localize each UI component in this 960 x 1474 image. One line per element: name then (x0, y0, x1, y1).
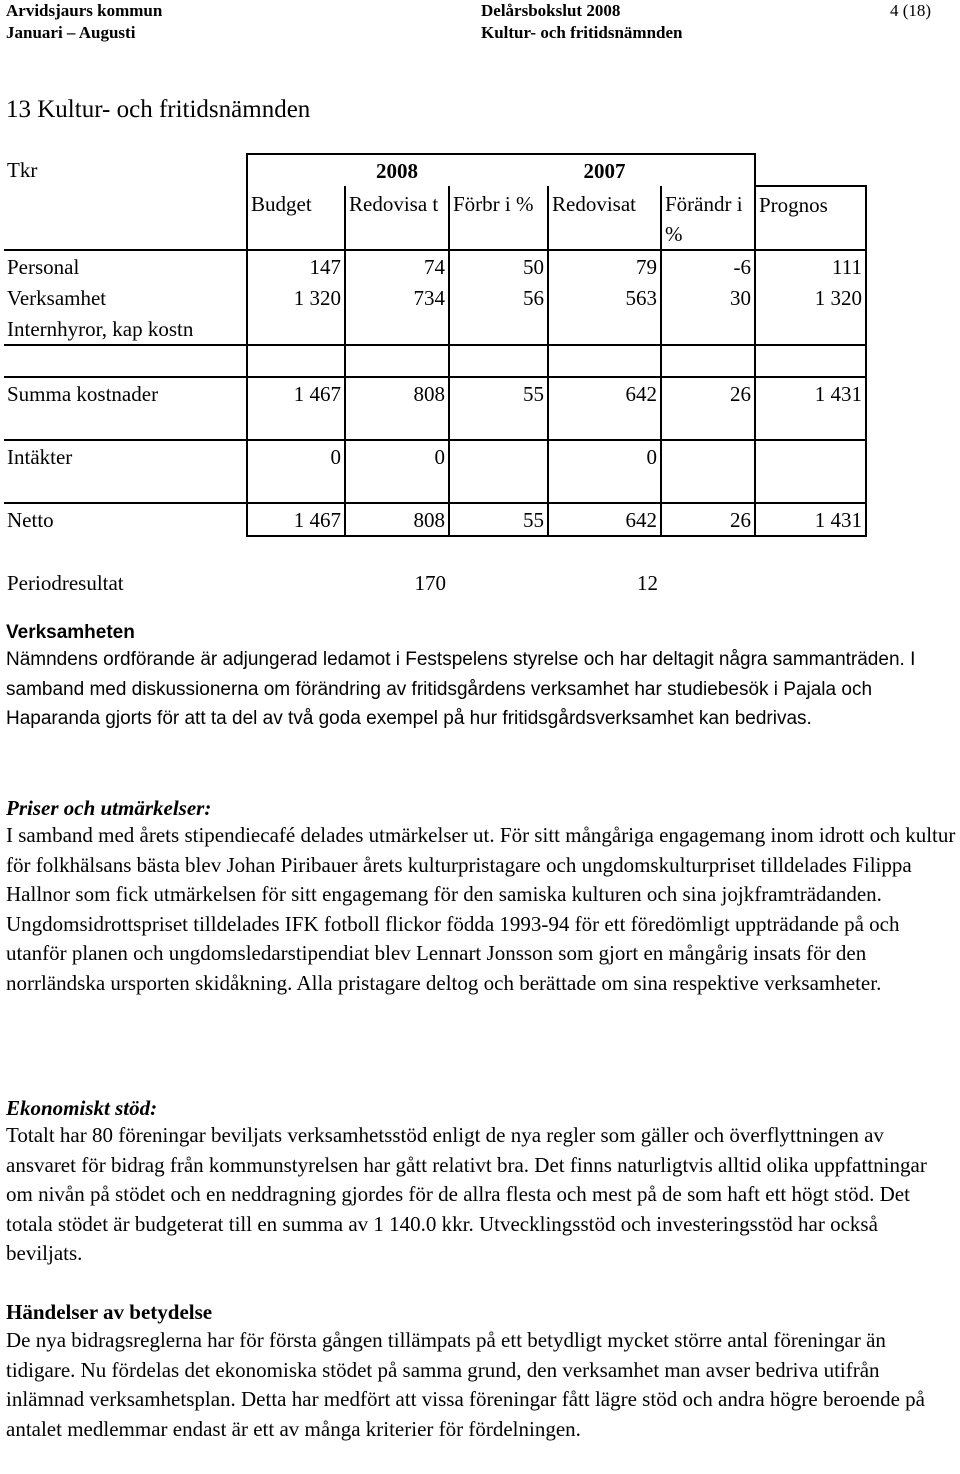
section-ekonomiskt-stod (6, 1095, 956, 1269)
table-row (4, 567, 866, 598)
header-org: Arvidsjaurs kommun (6, 1, 163, 20)
table-cell: 1 431 (755, 503, 866, 536)
table-cell: 30 (661, 282, 755, 313)
table-cell: 55 (449, 377, 548, 409)
table-cell: 79 (548, 250, 661, 282)
table-cell: 0 (548, 440, 661, 472)
row-label: Summa kostnader (7, 381, 159, 406)
section-heading: Priser och utmärkelser: (6, 796, 212, 820)
table-cell (449, 313, 548, 345)
header-page-number: 4 (18) (890, 1, 932, 20)
table-spacer-row (4, 345, 866, 377)
table-cell: 642 (548, 377, 661, 409)
table-cell: 147 (247, 250, 345, 282)
section-verksamheten (6, 621, 956, 734)
table-spacer-row (4, 472, 866, 503)
header-left (6, 0, 162, 44)
unit-label: Tkr (7, 158, 38, 182)
table-spacer-row (4, 409, 866, 440)
table-cell (449, 567, 548, 598)
header-center (481, 0, 683, 44)
column-header: Prognos (755, 186, 866, 250)
row-label: Personal (7, 254, 80, 279)
table-cell: 563 (548, 282, 661, 313)
column-header: Förändr i % (661, 186, 755, 250)
section-text: Nämndens ordförande är adjungerad ledamot i Festspelens styrelse och har deltagit några sammanträden. I samband med diskussionerna om förändring av fritidsgårdens verksamhet har studiebesök i Pajala och Haparanda gjorts för att ta del av två goda exempel på hur fritidsgårdsverksamhet kan bedrivas. (6, 649, 916, 729)
table-cell (247, 313, 345, 345)
section-text: De nya bidragsreglerna har för första gången tillämpats på ett betydligt mycket större antal föreningar än tidigare. Nu fördelas det ekonomiska stödet på samma grund, den verksamhet man avser bedriva utifrån inlämnad verksamhetsplan. Detta har medfört att vissa föreningar fått lägre stöd och andra högre beroende på antalet medlemmar endast är ett av många kriterier för fördelningen. (6, 1328, 925, 1441)
table-column-header-row (4, 186, 866, 250)
table-cell: 0 (247, 440, 345, 472)
row-label: Netto (7, 508, 54, 532)
table-cell (345, 313, 449, 345)
row-label: Verksamhet (7, 285, 107, 310)
table-cell: 808 (345, 503, 449, 536)
table-cell: 642 (548, 503, 661, 536)
table-cell (755, 313, 866, 345)
header-department: Kultur- och fritidsnämnden (481, 23, 683, 42)
column-header: Förbr i % (449, 186, 548, 250)
section-text: Totalt har 80 föreningar beviljats verksamhetsstöd enligt de nya regler som gäller och överflyttningen av ansvaret för bidrag från kommunstyrelsen har gått relativt bra. Det finns naturligtvis alltid olika uppfattningar om nivån på stödet och en neddragning gjordes för de allra flesta och mest på de som haft ett högt stöd. Det totala stödet är budgeterat till en summa av 1 140.0 kkr. Utvecklingsstöd och investeringsstöd har också beviljats. (6, 1123, 927, 1266)
header-period: Januari – Augusti (6, 23, 136, 42)
table-cell: 55 (449, 503, 548, 536)
table-body (4, 250, 866, 598)
column-header: Budget (247, 186, 345, 250)
section-heading: Händelser av betydelse (6, 1300, 213, 1324)
table-row (4, 250, 866, 282)
year-2007: 2007 (548, 154, 661, 186)
year-2008: 2008 (345, 154, 449, 186)
row-label: Intäkter (7, 444, 73, 469)
section-heading: Ekonomiskt stöd: (6, 1096, 158, 1120)
table-cell: 26 (661, 377, 755, 409)
table-cell: 1 320 (755, 282, 866, 313)
table-cell: 12 (637, 570, 658, 595)
table-cell: 50 (449, 250, 548, 282)
table-row (4, 282, 866, 313)
table-cell: 111 (755, 250, 866, 282)
section-priser (6, 795, 956, 999)
table-cell (449, 440, 548, 472)
table-cell: 734 (345, 282, 449, 313)
table-cell: 0 (345, 440, 449, 472)
table-cell: 1 320 (247, 282, 345, 313)
table-cell (661, 440, 755, 472)
table-cell: 56 (449, 282, 548, 313)
table-cell: 1 467 (247, 377, 345, 409)
table-cell: 74 (345, 250, 449, 282)
section-text: I samband med årets stipendiecafé delades utmärkelser ut. För sitt mångåriga engagemang inom idrott och kultur för folkhälsans bästa blev Johan Piribauer årets kulturpristagare och ungdomskulturpriset tilldelades Filippa Hallnor som fick utmärkelsen för sitt engagemang för den samiska kulturen och sina jojkframträdanden. Ungdomsidrottspriset tilldelades IFK fotboll flickor födda 1993-94 för ett föredömligt uppträdande på och utanför planen och ungdomsledarstipendiat blev Lennart Jonsson som gjort en mångårig insats för den norrländska ursporten skidåkning. Alla pristagare deltog och berättade om sina respektive verksamheter. (6, 823, 956, 995)
table-row (4, 503, 866, 536)
header-report: Delårsbokslut 2008 (481, 1, 621, 20)
table-cell: -6 (661, 250, 755, 282)
section-heading: Verksamheten (6, 622, 135, 643)
table-cell (548, 313, 661, 345)
table-cell (661, 313, 755, 345)
table-cell: 808 (345, 377, 449, 409)
table-row (4, 440, 866, 472)
column-header: Redovisat (548, 186, 661, 250)
table-cell (661, 567, 755, 598)
table-cell (755, 567, 866, 598)
table-cell: 170 (414, 570, 446, 595)
column-header: Redovisa t (345, 186, 449, 250)
table-cell: 1 431 (755, 377, 866, 409)
table-spacer-row (4, 536, 866, 567)
table-row (4, 377, 866, 409)
table-cell (247, 567, 345, 598)
table-cell: 1 467 (247, 503, 345, 536)
table-year-row (4, 154, 866, 186)
table-cell: 26 (661, 503, 755, 536)
section-handelser (6, 1298, 956, 1444)
financial-table (4, 153, 867, 598)
row-label: Periodresultat (7, 570, 124, 595)
row-label: Internhyror, kap kostn (4, 313, 247, 345)
table-cell (755, 440, 866, 472)
table-row (4, 313, 866, 345)
page-title: 13 Kultur- och fritidsnämnden (6, 96, 311, 123)
